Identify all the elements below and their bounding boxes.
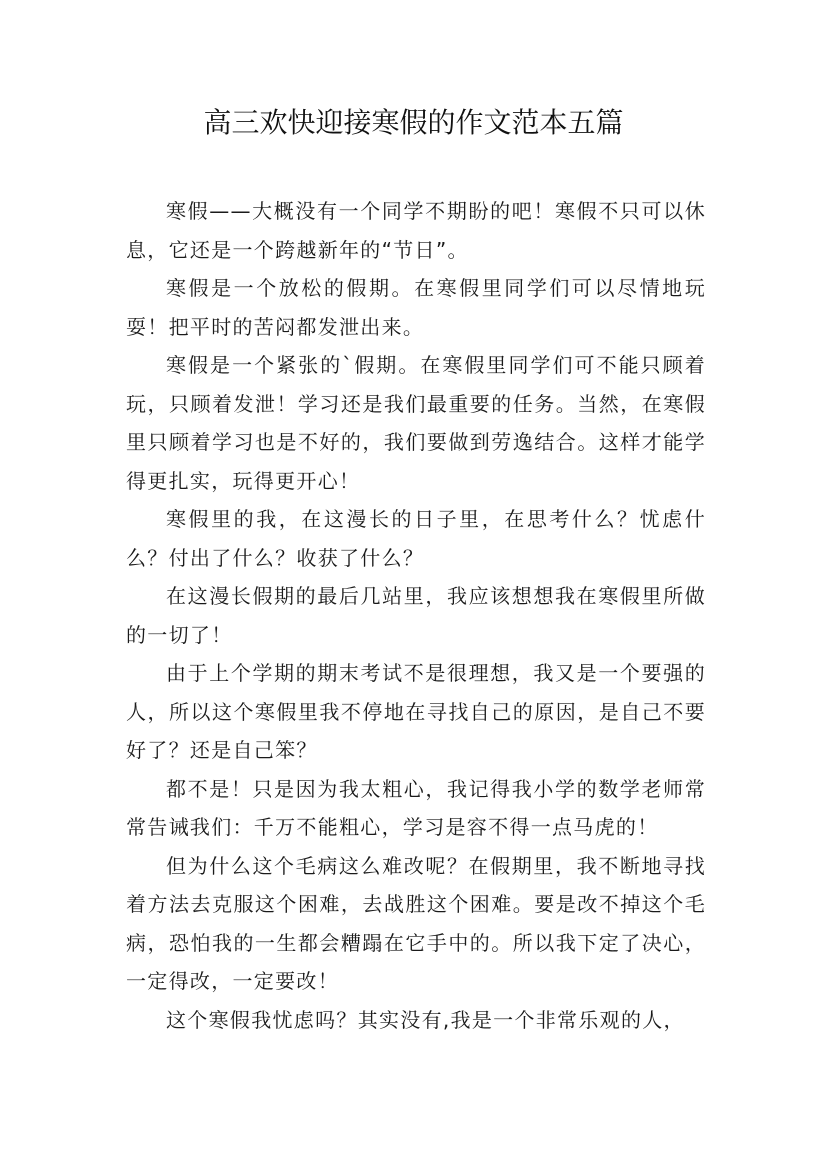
document-title: 高三欢快迎接寒假的作文范本五篇 bbox=[203, 106, 624, 139]
paragraph: 由于上个学期的期末考试不是很理想，我又是一个要强的人，所以这个寒假里我不停地在寻找自己的原因，是自己不要好了？还是自己笨？ bbox=[126, 661, 706, 762]
paragraph: 在这漫长假期的最后几站里，我应该想想我在寒假里所做的一切了！ bbox=[126, 584, 706, 647]
paragraph: 寒假是一个紧张的`假期。在寒假里同学们可不能只顾着玩，只顾着发泄！学习还是我们最重要的任务。当然，在寒假里只顾着学习也是不好的，我们要做到劳逸结合。这样才能学得更扎实，玩得更开心！ bbox=[126, 353, 706, 493]
paragraph: 寒假是一个放松的假期。在寒假里同学们可以尽情地玩耍！把平时的苦闷都发泄出来。 bbox=[126, 276, 706, 339]
paragraph: 寒假里的我，在这漫长的日子里，在思考什么？忧虑什么？付出了什么？收获了什么？ bbox=[126, 507, 706, 570]
document-body bbox=[126, 192, 706, 1039]
paragraph: 都不是！只是因为我太粗心，我记得我小学的数学老师常常告诫我们：千万不能粗心，学习是容不得一点马虎的！ bbox=[126, 776, 706, 839]
paragraph: 但为什么这个毛病这么难改呢？在假期里，我不断地寻找着方法去克服这个困难，去战胜这个困难。要是改不掉这个毛病，恐怕我的一生都会糟蹋在它手中的。所以我下定了决心，一定得改，一定要改！ bbox=[126, 853, 706, 993]
paragraph: 寒假——大概没有一个同学不期盼的吧！寒假不只可以休息，它还是一个跨越新年的“节日”。 bbox=[126, 199, 706, 262]
paragraph: 这个寒假我忧虑吗？其实没有,我是一个非常乐观的人， bbox=[166, 1007, 685, 1032]
